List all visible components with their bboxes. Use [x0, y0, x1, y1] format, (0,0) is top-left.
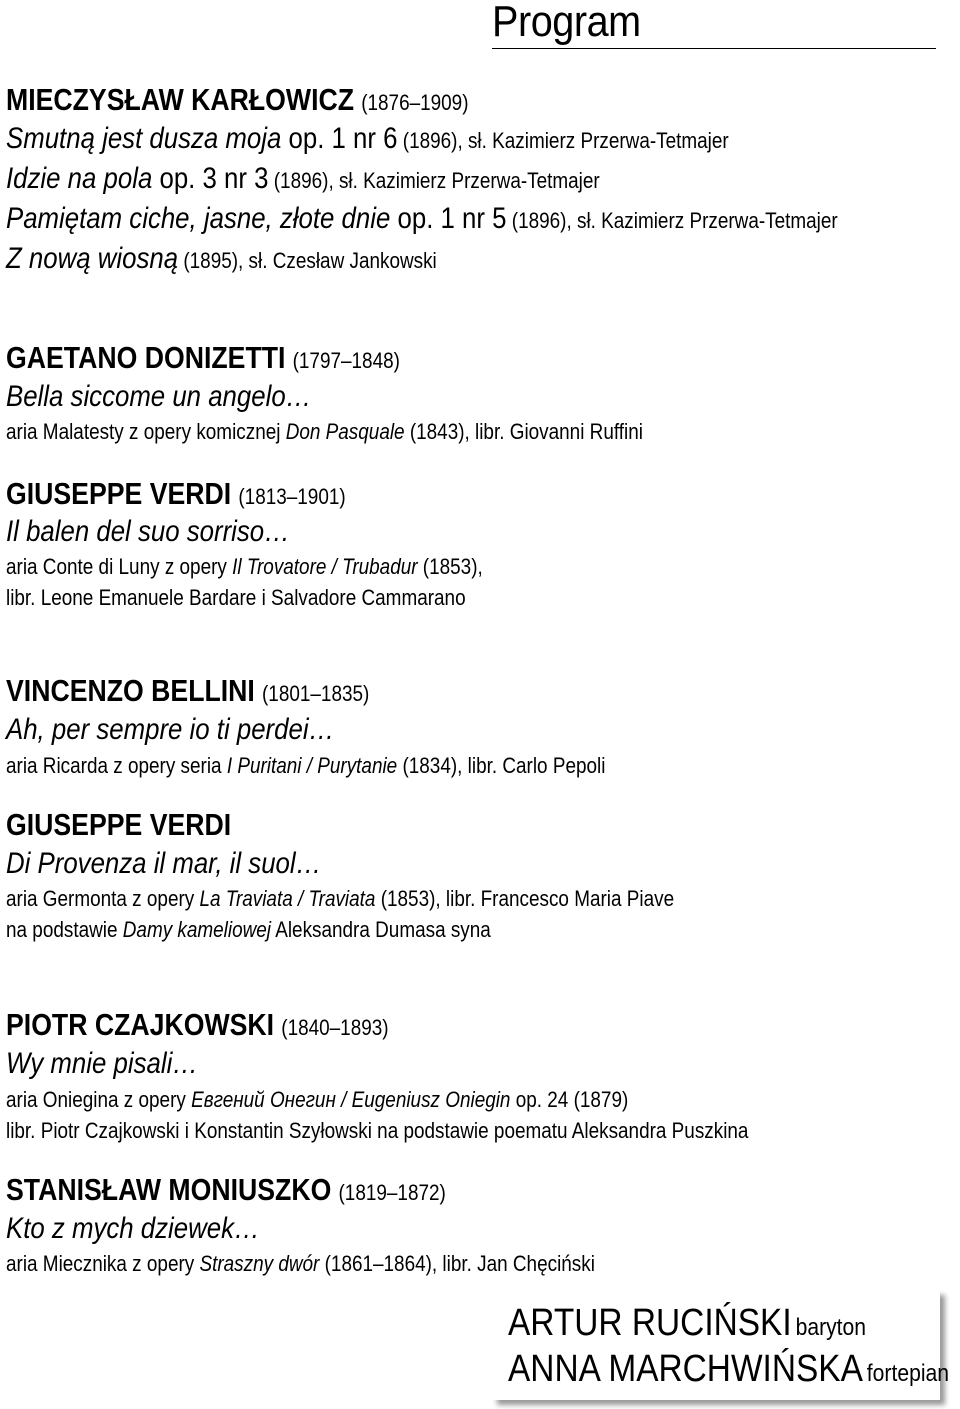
song-title: Smutną jest dusza moja [6, 122, 282, 155]
aria-source: na podstawie Damy kameliowej Aleksandra Dumasa syna [6, 917, 491, 942]
composer-name: GIUSEPPE VERDI [6, 476, 232, 511]
librettist-line: libr. Piotr Czajkowski i Konstantin Szyłowski na podstawie poematu Aleksandra Puszkina [6, 1118, 749, 1143]
opera-title: Il Trovatore / Trubadur [232, 554, 418, 579]
composer-heading [6, 1009, 389, 1044]
performer-name: ARTUR RUCIŃSKI [508, 1302, 792, 1344]
performer-line [508, 1302, 866, 1345]
source-title: Damy kameliowej [122, 917, 272, 942]
performer-role: baryton [795, 1314, 867, 1341]
aria-details: aria Germonta z opery La Traviata / Traviata (1853), libr. Francesco Maria Piave [6, 886, 675, 911]
composer-dates: (1840–1893) [281, 1015, 389, 1040]
opera-title: I Puritani / Purytanie [226, 753, 398, 778]
song-title: Z nową wiosną [6, 242, 179, 275]
opera-title: Евгений Онегин / Eugeniusz Oniegin [191, 1087, 511, 1112]
song-details: (1895), sł. Czesław Jankowski [178, 248, 437, 273]
title-underline [492, 48, 936, 49]
aria-title: Bella siccome un angelo… [6, 380, 312, 413]
performer-name: ANNA MARCHWIŃSKA [508, 1348, 863, 1390]
composer-heading [6, 809, 231, 842]
aria-title: Il balen del suo sorriso… [6, 515, 290, 548]
song-entry [6, 123, 729, 157]
aria-title: Kto z mych dziewek… [6, 1212, 260, 1245]
song-details: (1896), sł. Kazimierz Przerwa-Tetmajer [397, 128, 729, 153]
song-entry [6, 203, 838, 237]
composer-name: MIECZYSŁAW KARŁOWICZ [6, 82, 355, 117]
page-title: Program [492, 0, 641, 46]
composer-name: GIUSEPPE VERDI [6, 807, 232, 842]
composer-heading [6, 478, 346, 513]
opera-title: Don Pasquale [285, 419, 405, 444]
composer-dates: (1819–1872) [338, 1180, 446, 1205]
aria-title: Wy mnie pisali… [6, 1047, 199, 1080]
performers-box [492, 1290, 950, 1400]
opus-number: op. 1 nr 5 [390, 202, 507, 235]
opera-title: La Traviata / Traviata [199, 886, 376, 911]
opera-title: Straszny dwór [199, 1251, 320, 1276]
song-details: (1896), sł. Kazimierz Przerwa-Tetmajer [268, 168, 600, 193]
performer-line [508, 1348, 949, 1391]
composer-dates: (1801–1835) [262, 681, 370, 706]
composer-heading [6, 675, 369, 710]
opus-number: op. 1 nr 6 [281, 122, 398, 155]
aria-details: aria Conte di Luny z opery Il Trovatore / Trubadur (1853), [6, 554, 483, 579]
composer-dates: (1876–1909) [361, 90, 469, 115]
song-title: Pamiętam ciche, jasne, złote dnie [6, 202, 391, 235]
opus-number: op. 3 nr 3 [152, 162, 269, 195]
librettist-line: libr. Leone Emanuele Bardare i Salvadore Cammarano [6, 585, 466, 610]
aria-title: Ah, per sempre io ti perdei… [6, 713, 335, 746]
aria-details: aria Ricarda z opery seria I Puritani / Purytanie (1834), libr. Carlo Pepoli [6, 753, 606, 778]
composer-name: VINCENZO BELLINI [6, 673, 255, 708]
composer-dates: (1813–1901) [238, 484, 346, 509]
composer-name: GAETANO DONIZETTI [6, 340, 286, 375]
aria-details: aria Malatesty z opery komicznej Don Pasquale (1843), libr. Giovanni Ruffini [6, 419, 643, 444]
aria-details: aria Oniegina z opery Евгений Онегин / Eugeniusz Oniegin op. 24 (1879) [6, 1087, 629, 1112]
composer-dates: (1797–1848) [292, 348, 400, 373]
song-entry [6, 243, 437, 277]
composer-name: STANISŁAW MONIUSZKO [6, 1172, 332, 1207]
song-title: Idzie na pola [6, 162, 153, 195]
composer-heading [6, 1174, 446, 1209]
song-entry [6, 163, 600, 197]
aria-details: aria Miecznika z opery Straszny dwór (1861–1864), libr. Jan Chęciński [6, 1251, 595, 1276]
composer-heading [6, 84, 469, 119]
composer-heading [6, 342, 400, 377]
aria-title: Di Provenza il mar, il suol… [6, 847, 322, 880]
composer-name: PIOTR CZAJKOWSKI [6, 1007, 275, 1042]
song-details: (1896), sł. Kazimierz Przerwa-Tetmajer [506, 208, 838, 233]
performer-role: fortepian [866, 1360, 950, 1387]
